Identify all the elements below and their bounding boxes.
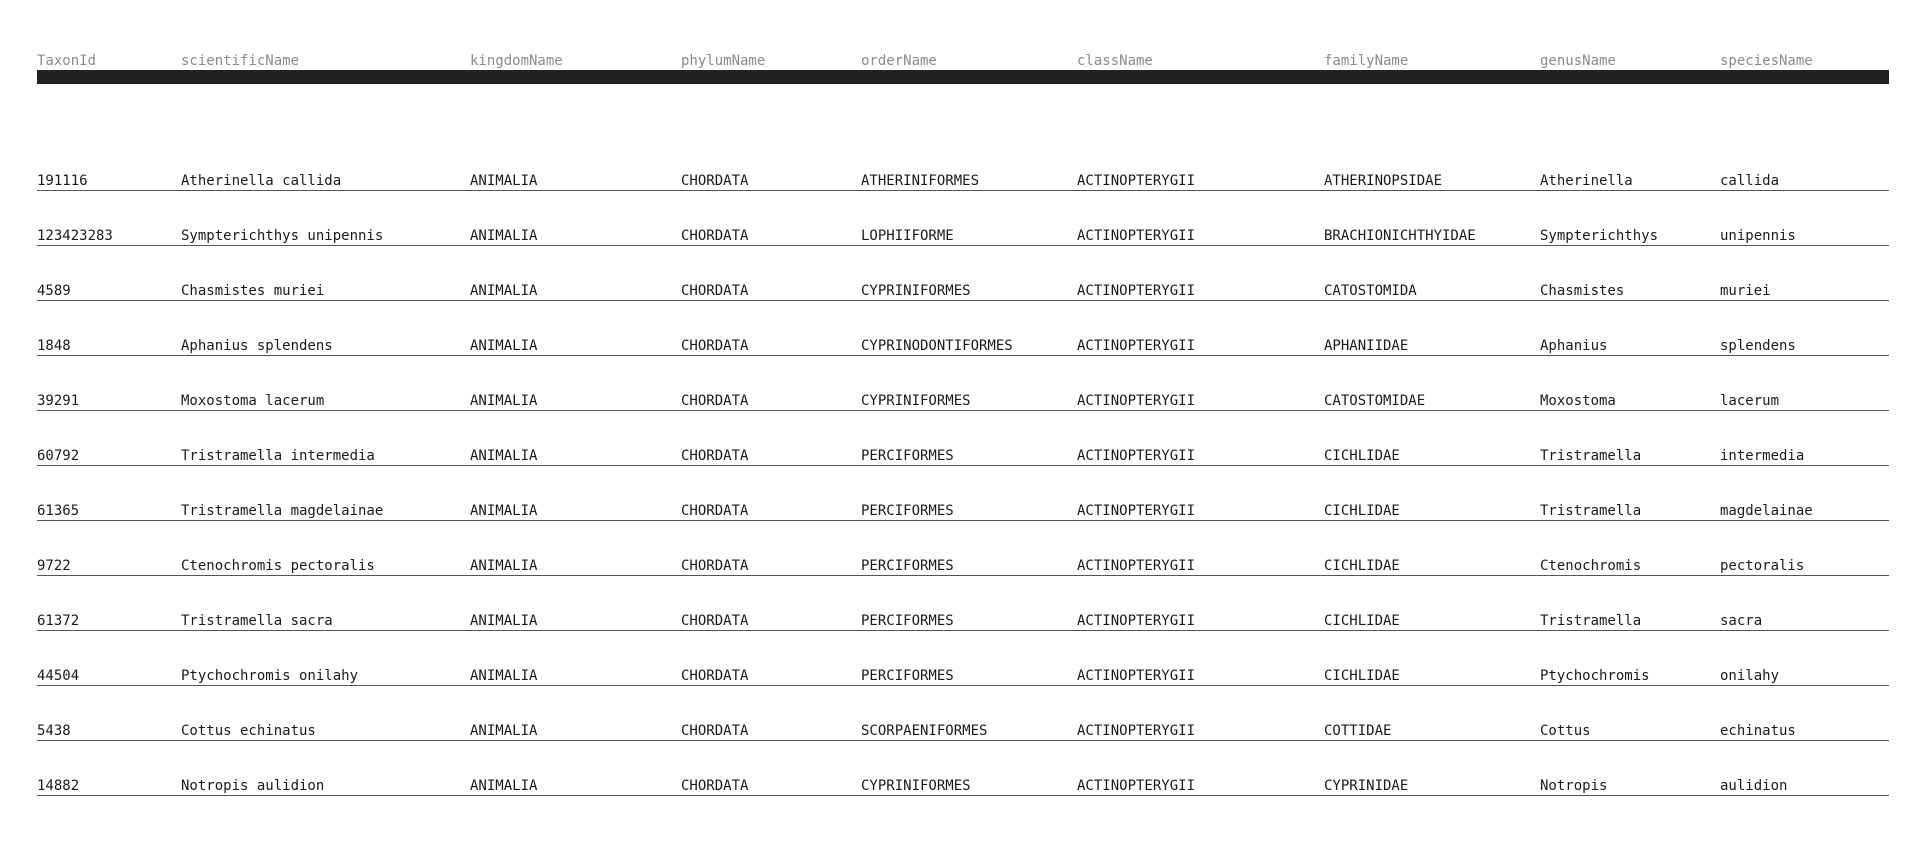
cell-classname: ACTINOPTERYGII xyxy=(1077,173,1196,189)
cell-speciesname: intermedia xyxy=(1720,448,1805,464)
column-header-scientificname[interactable]: scientificName xyxy=(181,53,300,69)
cell-speciesname: sacra xyxy=(1720,613,1763,629)
cell-speciesname: magdelainae xyxy=(1720,503,1813,519)
cell-kingdomname: ANIMALIA xyxy=(470,228,538,244)
cell-genusname: Tristramella xyxy=(1540,503,1642,519)
cell-ordername: PERCIFORMES xyxy=(861,613,954,629)
column-header-genusname[interactable]: genusName xyxy=(1540,53,1616,69)
table-row[interactable] xyxy=(37,631,1889,686)
cell-ordername: PERCIFORMES xyxy=(861,558,954,574)
cell-speciesname: echinatus xyxy=(1720,723,1796,739)
cell-genusname: Notropis xyxy=(1540,778,1608,794)
cell-speciesname: aulidion xyxy=(1720,778,1788,794)
cell-scientificname: Atherinella callida xyxy=(181,173,342,189)
cell-ordername: CYPRINIFORMES xyxy=(861,393,971,409)
cell-familyname: APHANIIDAE xyxy=(1324,338,1409,354)
cell-taxonid: 1848 xyxy=(37,338,71,354)
cell-taxonid: 61372 xyxy=(37,613,80,629)
cell-phylumname: CHORDATA xyxy=(681,228,749,244)
cell-classname: ACTINOPTERYGII xyxy=(1077,558,1196,574)
table-row[interactable] xyxy=(37,521,1889,576)
cell-phylumname: CHORDATA xyxy=(681,558,749,574)
cell-genusname: Ctenochromis xyxy=(1540,558,1642,574)
cell-taxonid: 9722 xyxy=(37,558,71,574)
cell-taxonid: 44504 xyxy=(37,668,80,684)
cell-familyname: CICHLIDAE xyxy=(1324,503,1400,519)
table-row[interactable] xyxy=(37,466,1889,521)
cell-genusname: Tristramella xyxy=(1540,613,1642,629)
cell-kingdomname: ANIMALIA xyxy=(470,338,538,354)
column-header-phylumname[interactable]: phylumName xyxy=(681,53,766,69)
table-row[interactable] xyxy=(37,136,1889,191)
cell-phylumname: CHORDATA xyxy=(681,338,749,354)
cell-taxonid: 61365 xyxy=(37,503,80,519)
column-header-classname[interactable]: className xyxy=(1077,53,1153,69)
cell-speciesname: pectoralis xyxy=(1720,558,1805,574)
cell-phylumname: CHORDATA xyxy=(681,503,749,519)
cell-scientificname: Aphanius splendens xyxy=(181,338,333,354)
table-row[interactable] xyxy=(37,191,1889,246)
cell-phylumname: CHORDATA xyxy=(681,723,749,739)
cell-scientificname: Chasmistes muriei xyxy=(181,283,325,299)
cell-scientificname: Moxostoma lacerum xyxy=(181,393,325,409)
cell-kingdomname: ANIMALIA xyxy=(470,283,538,299)
table-row[interactable] xyxy=(37,246,1889,301)
cell-kingdomname: ANIMALIA xyxy=(470,558,538,574)
cell-scientificname: Tristramella intermedia xyxy=(181,448,375,464)
cell-speciesname: onilahy xyxy=(1720,668,1780,684)
cell-speciesname: callida xyxy=(1720,173,1780,189)
cell-familyname: CATOSTOMIDAE xyxy=(1324,393,1426,409)
cell-classname: ACTINOPTERYGII xyxy=(1077,723,1196,739)
cell-familyname: CATOSTOMIDA xyxy=(1324,283,1417,299)
cell-genusname: Sympterichthys xyxy=(1540,228,1659,244)
cell-kingdomname: ANIMALIA xyxy=(470,393,538,409)
table-header xyxy=(37,48,1889,70)
cell-ordername: SCORPAENIFORMES xyxy=(861,723,988,739)
cell-kingdomname: ANIMALIA xyxy=(470,613,538,629)
cell-taxonid: 39291 xyxy=(37,393,80,409)
cell-classname: ACTINOPTERYGII xyxy=(1077,228,1196,244)
cell-familyname: BRACHIONICHTHYIDAE xyxy=(1324,228,1476,244)
cell-ordername: PERCIFORMES xyxy=(861,503,954,519)
cell-classname: ACTINOPTERYGII xyxy=(1077,613,1196,629)
cell-ordername: ATHERINIFORMES xyxy=(861,173,980,189)
cell-genusname: Atherinella xyxy=(1540,173,1633,189)
cell-phylumname: CHORDATA xyxy=(681,393,749,409)
cell-familyname: CICHLIDAE xyxy=(1324,448,1400,464)
table-row[interactable] xyxy=(37,356,1889,411)
cell-genusname: Chasmistes xyxy=(1540,283,1625,299)
table-row[interactable] xyxy=(37,576,1889,631)
column-header-speciesname[interactable]: speciesName xyxy=(1720,53,1813,69)
table-row[interactable] xyxy=(37,301,1889,356)
cell-classname: ACTINOPTERYGII xyxy=(1077,448,1196,464)
cell-taxonid: 191116 xyxy=(37,173,88,189)
cell-classname: ACTINOPTERYGII xyxy=(1077,338,1196,354)
cell-genusname: Cottus xyxy=(1540,723,1591,739)
cell-phylumname: CHORDATA xyxy=(681,613,749,629)
cell-speciesname: muriei xyxy=(1720,283,1771,299)
cell-ordername: PERCIFORMES xyxy=(861,668,954,684)
cell-phylumname: CHORDATA xyxy=(681,173,749,189)
cell-ordername: CYPRINIFORMES xyxy=(861,283,971,299)
cell-classname: ACTINOPTERYGII xyxy=(1077,283,1196,299)
cell-classname: ACTINOPTERYGII xyxy=(1077,393,1196,409)
cell-kingdomname: ANIMALIA xyxy=(470,778,538,794)
cell-familyname: COTTIDAE xyxy=(1324,723,1392,739)
cell-speciesname: unipennis xyxy=(1720,228,1796,244)
column-header-taxonid[interactable]: TaxonId xyxy=(37,53,97,69)
cell-speciesname: lacerum xyxy=(1720,393,1780,409)
cell-kingdomname: ANIMALIA xyxy=(470,173,538,189)
cell-classname: ACTINOPTERYGII xyxy=(1077,503,1196,519)
cell-classname: ACTINOPTERYGII xyxy=(1077,778,1196,794)
cell-speciesname: splendens xyxy=(1720,338,1796,354)
table-row[interactable] xyxy=(37,686,1889,741)
table-body xyxy=(37,136,1889,796)
cell-kingdomname: ANIMALIA xyxy=(470,723,538,739)
cell-familyname: CICHLIDAE xyxy=(1324,613,1400,629)
cell-scientificname: Cottus echinatus xyxy=(181,723,316,739)
cell-phylumname: CHORDATA xyxy=(681,778,749,794)
cell-taxonid: 14882 xyxy=(37,778,80,794)
cell-taxonid: 5438 xyxy=(37,723,71,739)
cell-scientificname: Sympterichthys unipennis xyxy=(181,228,384,244)
cell-ordername: CYPRINIFORMES xyxy=(861,778,971,794)
cell-scientificname: Notropis aulidion xyxy=(181,778,325,794)
column-header-familyname[interactable]: familyName xyxy=(1324,53,1409,69)
column-header-kingdomname[interactable]: kingdomName xyxy=(470,53,563,69)
cell-classname: ACTINOPTERYGII xyxy=(1077,668,1196,684)
cell-ordername: CYPRINODONTIFORMES xyxy=(861,338,1013,354)
cell-phylumname: CHORDATA xyxy=(681,283,749,299)
cell-ordername: LOPHIIFORME xyxy=(861,228,954,244)
cell-taxonid: 4589 xyxy=(37,283,71,299)
cell-familyname: CICHLIDAE xyxy=(1324,558,1400,574)
cell-scientificname: Tristramella sacra xyxy=(181,613,333,629)
column-header-ordername[interactable]: orderName xyxy=(861,53,937,69)
cell-genusname: Moxostoma xyxy=(1540,393,1616,409)
cell-genusname: Tristramella xyxy=(1540,448,1642,464)
cell-phylumname: CHORDATA xyxy=(681,668,749,684)
cell-genusname: Aphanius xyxy=(1540,338,1608,354)
table-row[interactable] xyxy=(37,741,1889,796)
cell-familyname: CYPRINIDAE xyxy=(1324,778,1409,794)
table-row[interactable] xyxy=(37,411,1889,466)
cell-phylumname: CHORDATA xyxy=(681,448,749,464)
cell-familyname: ATHERINOPSIDAE xyxy=(1324,173,1443,189)
cell-genusname: Ptychochromis xyxy=(1540,668,1650,684)
cell-taxonid: 123423283 xyxy=(37,228,113,244)
cell-scientificname: Ctenochromis pectoralis xyxy=(181,558,375,574)
cell-scientificname: Ptychochromis onilahy xyxy=(181,668,359,684)
cell-familyname: CICHLIDAE xyxy=(1324,668,1400,684)
header-divider-bar xyxy=(37,70,1889,84)
cell-ordername: PERCIFORMES xyxy=(861,448,954,464)
taxon-table xyxy=(37,48,1889,796)
cell-scientificname: Tristramella magdelainae xyxy=(181,503,384,519)
cell-kingdomname: ANIMALIA xyxy=(470,448,538,464)
cell-kingdomname: ANIMALIA xyxy=(470,668,538,684)
cell-taxonid: 60792 xyxy=(37,448,80,464)
cell-kingdomname: ANIMALIA xyxy=(470,503,538,519)
